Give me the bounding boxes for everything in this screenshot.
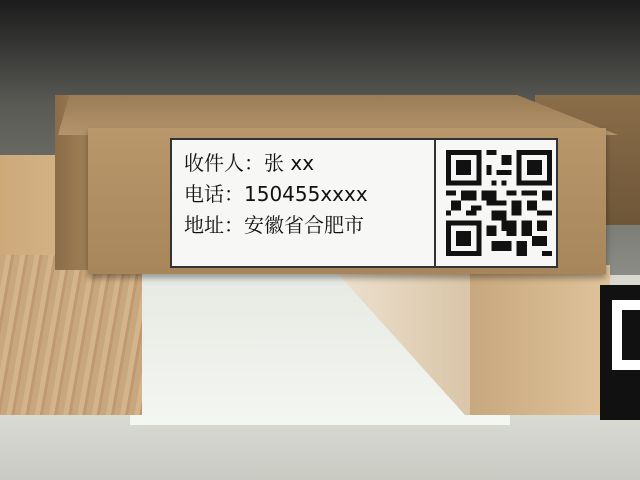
qr-code bbox=[446, 150, 552, 256]
label-text-block bbox=[184, 148, 368, 241]
phone-line: 电话：150455xxxx bbox=[184, 182, 368, 206]
background-wall bbox=[0, 0, 640, 105]
wood-block-right bbox=[470, 265, 610, 415]
shipping-label bbox=[170, 138, 558, 268]
recipient-line: 收件人：张 xx bbox=[184, 151, 315, 175]
fiducial-marker-core bbox=[622, 310, 640, 360]
address-line: 地址：安徽省合肥市 bbox=[184, 213, 364, 237]
wood-block-left bbox=[0, 255, 142, 415]
label-divider bbox=[434, 140, 436, 266]
